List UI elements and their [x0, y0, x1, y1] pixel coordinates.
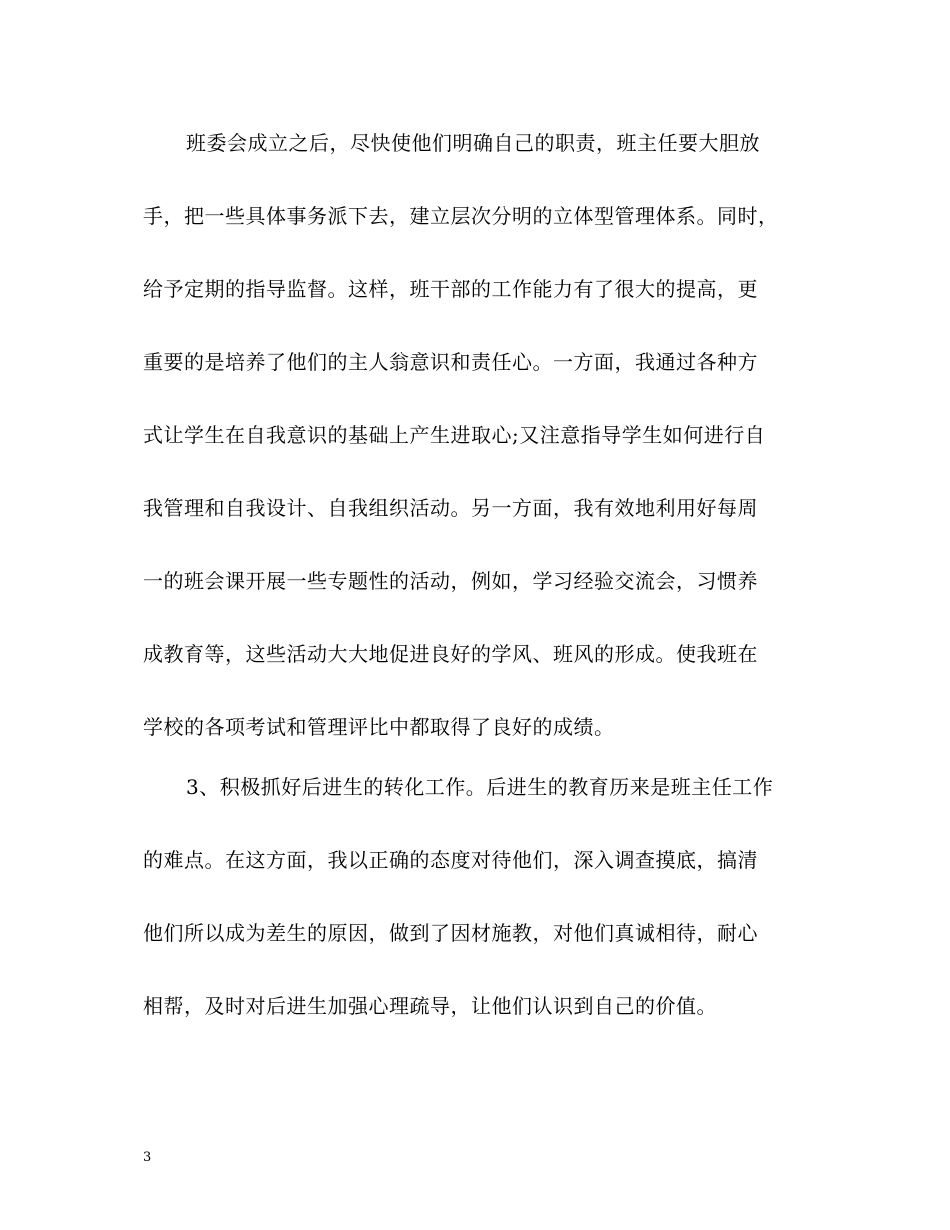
paragraph-1-line-5: 式让学生在自我意识的基础上产生进取心;又注意指导学生如何进行自	[143, 423, 766, 447]
paragraph-2-line-2: 的难点。在这方面，我以正确的态度对待他们，深入调查摸底，搞清	[143, 848, 758, 872]
paragraph-2-line-1: 3、积极抓好后进生的转化工作。后进生的教育历来是班主任工作	[186, 775, 774, 799]
paragraph-1-line-7: 一的班会课开展一些专题性的活动，例如，学习经验交流会，习惯养	[143, 569, 758, 593]
page-number: 3	[143, 1150, 152, 1165]
paragraph-2-line-4: 相帮，及时对后进生加强心理疏导，让他们认识到自己的价值。	[143, 994, 717, 1018]
paragraph-1-line-2: 手，把一些具体事务派下去，建立层次分明的立体型管理体系。同时，	[143, 204, 779, 228]
paragraph-1-line-1: 班委会成立之后，尽快使他们明确自己的职责，班主任要大胆放	[186, 131, 760, 155]
paragraph-1-line-3: 给予定期的指导监督。这样，班干部的工作能力有了很大的提高，更	[143, 277, 758, 301]
paragraph-1-line-9: 学校的各项考试和管理评比中都取得了良好的成绩。	[143, 715, 615, 739]
paragraph-1-line-6: 我管理和自我设计、自我组织活动。另一方面，我有效地利用好每周	[143, 496, 758, 520]
paragraph-1-line-4: 重要的是培养了他们的主人翁意识和责任心。一方面，我通过各种方	[143, 350, 758, 374]
paragraph-2-line-3: 他们所以成为差生的原因，做到了因材施教，对他们真诚相待，耐心	[143, 921, 758, 945]
paragraph-1-line-8: 成教育等，这些活动大大地促进良好的学风、班风的形成。使我班在	[143, 642, 758, 666]
